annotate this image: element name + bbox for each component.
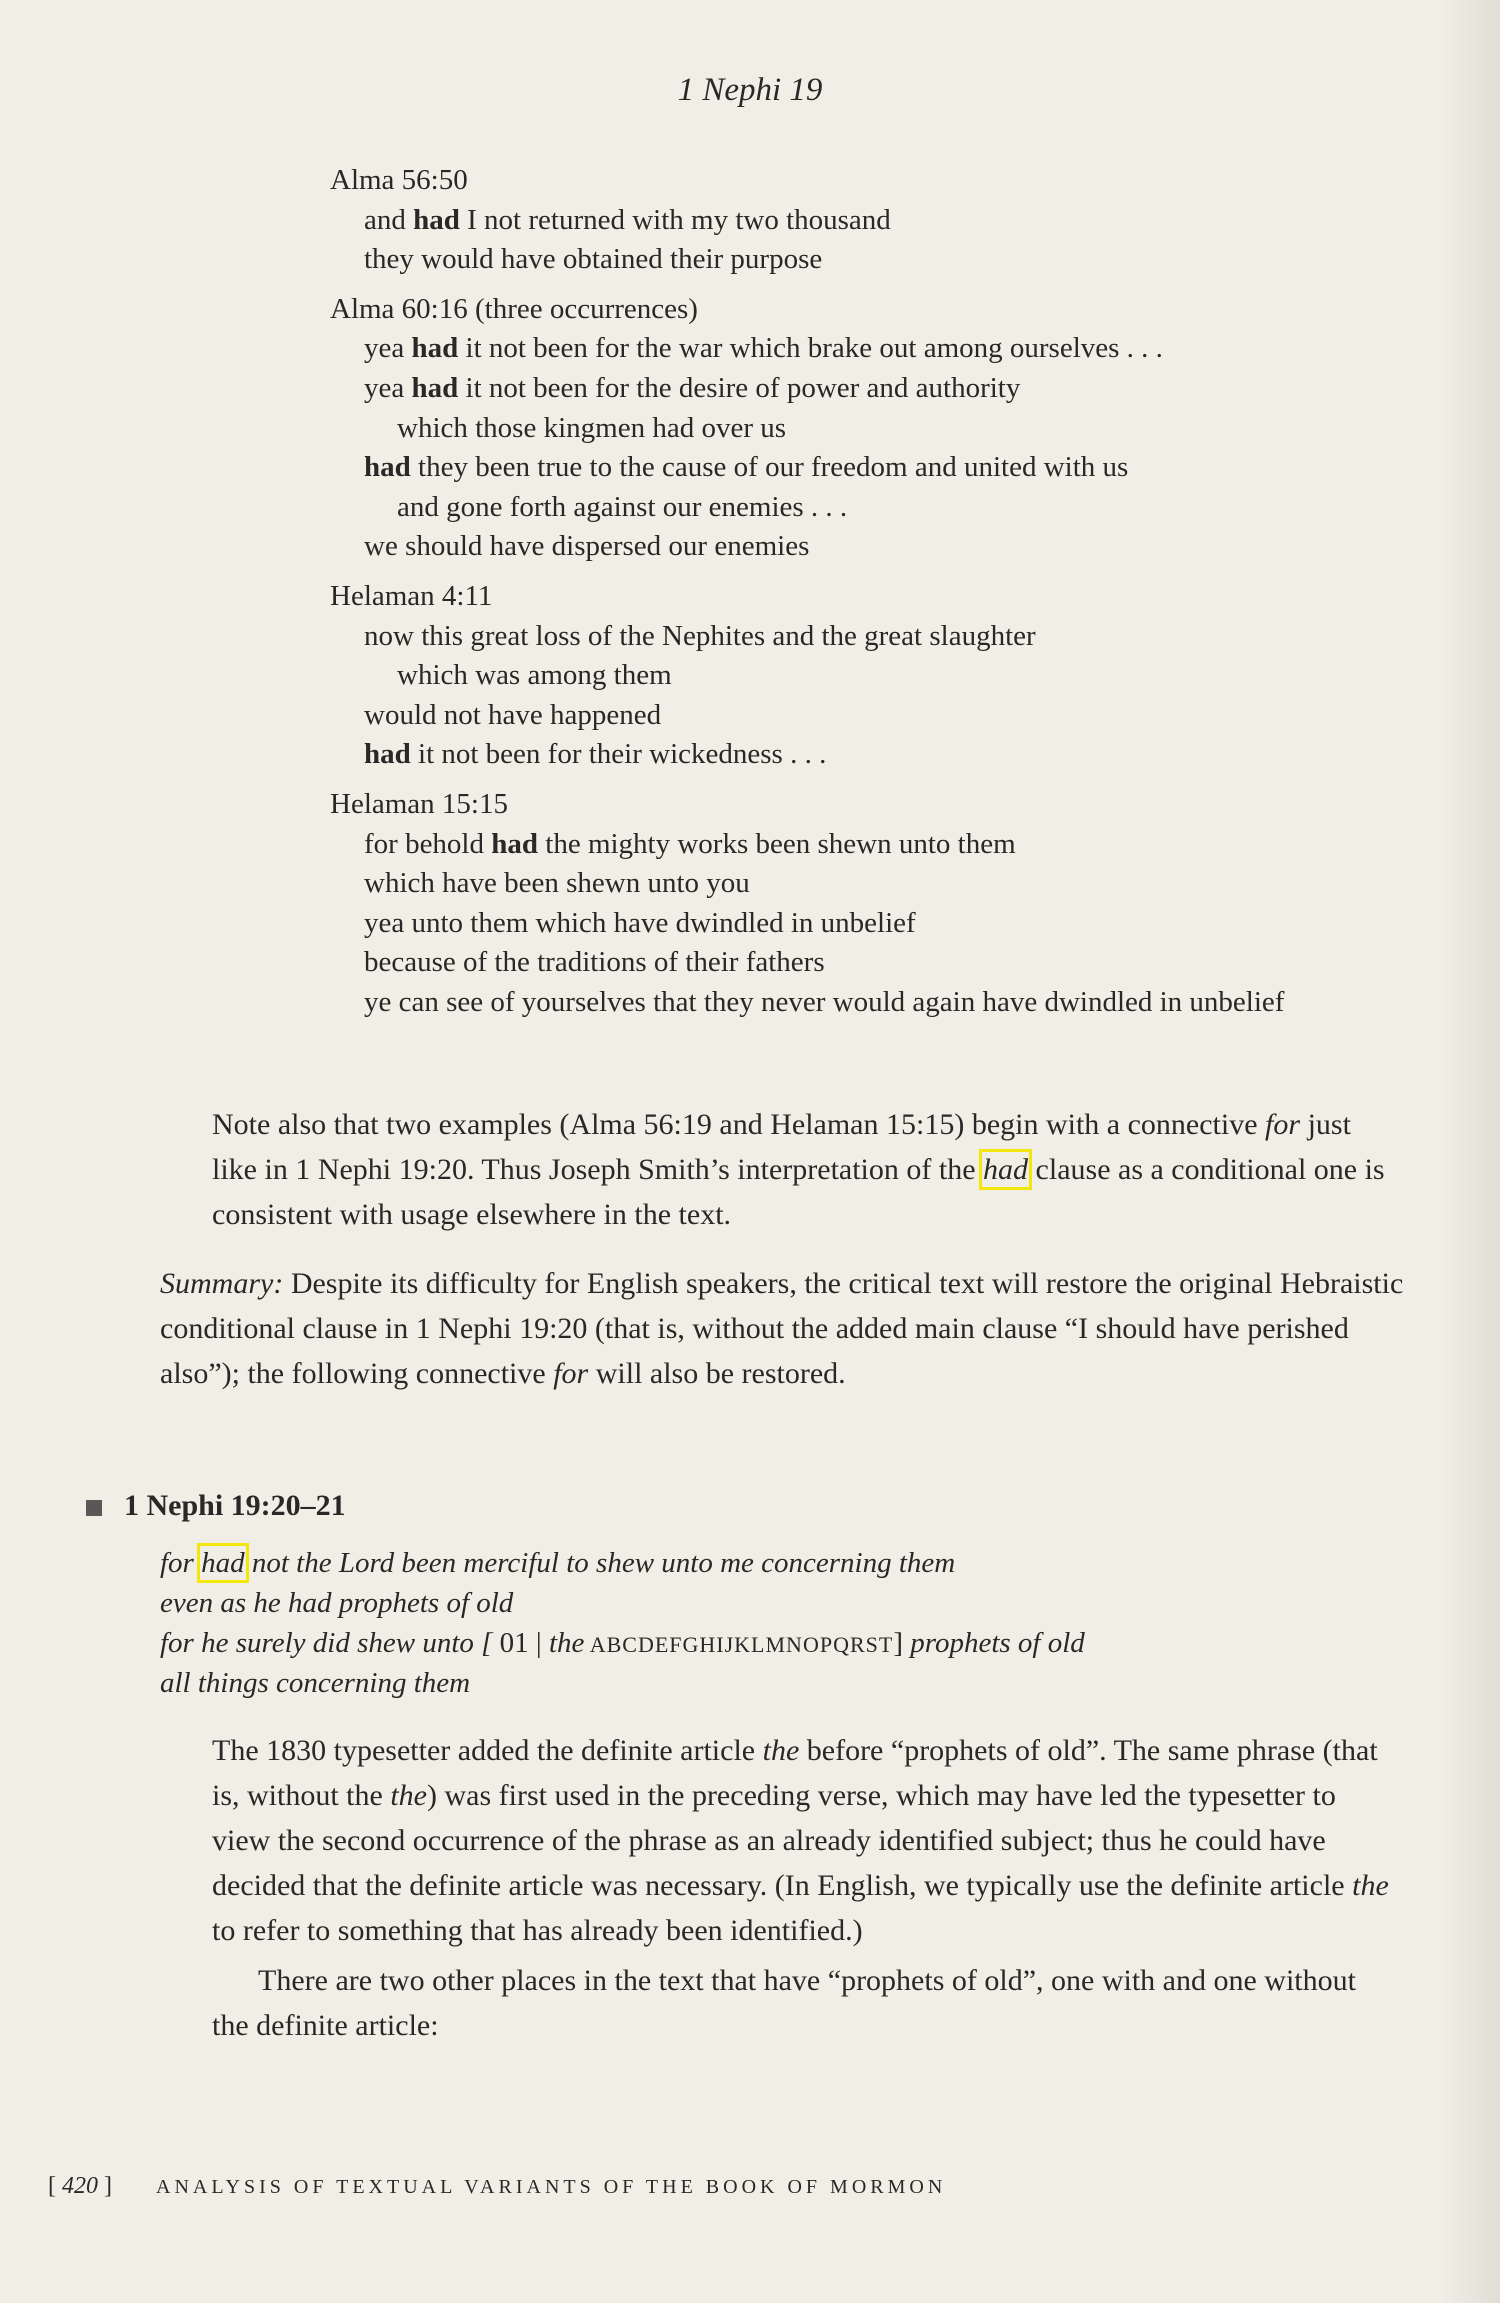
para-italic-the: the — [390, 1779, 427, 1812]
citation-line: which was among them — [397, 659, 672, 692]
summary-line-3 — [160, 1354, 846, 1394]
note-line-2 — [212, 1150, 1385, 1190]
citation-line: would not have happened — [364, 698, 662, 731]
citation-line — [364, 824, 1016, 864]
scripture-reference: Alma 60:16 (three occurrences) — [330, 292, 698, 325]
citation-line: ye can see of yourselves that they never would again have dwindled in unbelief — [364, 986, 1285, 1018]
example-line-3 — [160, 1623, 1085, 1665]
summary-text: also”); the following connective — [160, 1357, 554, 1390]
note-text: clause as a conditional one is — [1028, 1153, 1385, 1186]
citation-text: yea — [364, 372, 412, 404]
summary-line-2: conditional clause in 1 Nephi 19:20 (that is, without the added main clause “I should have perished — [160, 1312, 1349, 1345]
variant-reading-the: the — [548, 1627, 585, 1659]
citation-text: for behold — [364, 827, 492, 860]
para-italic-the: the — [762, 1734, 800, 1767]
citation-text: they been true to the cause of our freedom and united with us — [410, 451, 1129, 484]
para-text: The 1830 typesetter added the definite article — [212, 1734, 763, 1767]
example-text: not the Lord been merciful to shew unto me concerning them — [244, 1547, 956, 1579]
section-bullet — [86, 1500, 102, 1516]
note-text: Note also that two examples (Alma 56:19 and Helaman 15:15) begin with a connective — [212, 1108, 1266, 1141]
citation-text: it not been for the desire of power and authority — [458, 372, 1021, 404]
para-text: decided that the definite article was necessary. (In English, we typically use the definite article — [212, 1869, 1353, 1902]
footer-bracket: [ — [48, 2173, 62, 2199]
example-text: prophets of old — [910, 1627, 1085, 1659]
citation-text: and — [364, 203, 414, 236]
summary-label: Summary: — [160, 1267, 284, 1300]
citation-line: we should have dispersed our enemies — [364, 530, 810, 563]
scripture-reference: Alma 56:50 — [330, 164, 468, 196]
note-line-3: consistent with usage elsewhere in the text. — [212, 1198, 732, 1231]
summary-line-1 — [160, 1264, 1403, 1304]
scripture-reference: Helaman 15:15 — [330, 788, 508, 820]
variant-separator: | — [528, 1627, 549, 1659]
para1-line-2 — [212, 1776, 1336, 1816]
page-gutter-shadow — [1440, 0, 1500, 2303]
para2-line-1: There are two other places in the text that have “prophets of old”, one with and one without — [258, 1964, 1356, 1997]
section-heading: 1 Nephi 19:20–21 — [124, 1489, 346, 1522]
note-text: like in 1 Nephi 19:20. Thus Joseph Smith’s interpretation of the — [212, 1153, 984, 1186]
page-footer — [48, 2173, 946, 2200]
bold-had: had — [413, 203, 460, 236]
citation-line: and gone forth against our enemies . . . — [397, 490, 848, 523]
bold-had: had — [411, 372, 459, 404]
example-line-2: even as he had prophets of old — [160, 1587, 514, 1619]
page-number: 420 — [62, 2173, 98, 2199]
para2-line-2: the definite article: — [212, 2009, 439, 2042]
example-line-4: all things concerning them — [160, 1667, 471, 1699]
highlighted-had: had — [983, 1153, 1029, 1186]
scripture-reference: Helaman 4:11 — [330, 580, 493, 612]
citation-line — [364, 734, 826, 774]
summary-italic-for: for — [553, 1357, 589, 1390]
citation-text: it not been for their wickedness . . . — [410, 738, 827, 771]
bold-had: had — [364, 738, 411, 771]
bold-had: had — [411, 332, 459, 365]
para1-line-5: to refer to something that has already been identified.) — [212, 1914, 863, 1947]
para-text: is, without the — [212, 1779, 391, 1812]
example-line-1 — [160, 1543, 955, 1583]
para1-line-4 — [212, 1866, 1389, 1906]
variant-close-bracket: ] — [893, 1627, 911, 1659]
variant-source-01: 01 — [499, 1627, 529, 1659]
citation-line: because of the traditions of their fathers — [364, 946, 825, 979]
citation-line: yea unto them which have dwindled in unbelief — [364, 906, 916, 939]
summary-text: Despite its difficulty for English speakers, the critical text will restore the original Hebraistic — [283, 1267, 1404, 1300]
para1-line-1 — [212, 1731, 1378, 1771]
note-italic-for: for — [1265, 1108, 1301, 1141]
example-text: for he surely did shew unto [ — [160, 1627, 500, 1659]
bold-had: had — [491, 827, 539, 860]
citation-text: yea — [364, 332, 412, 365]
note-text: just — [1300, 1108, 1351, 1141]
highlighted-had: had — [201, 1547, 245, 1579]
footer-bracket: ] — [98, 2173, 112, 2199]
citation-text: it not been for the war which brake out among ourselves . . . — [458, 332, 1163, 365]
citation-line — [364, 368, 1020, 408]
citation-line: which those kingmen had over us — [397, 411, 787, 444]
citation-text: the mighty works been shewn unto them — [538, 827, 1016, 860]
citation-line — [364, 447, 1128, 487]
variant-sources: ABCDEFGHIJKLMNOPQRST — [584, 1632, 894, 1657]
example-text: for — [160, 1547, 202, 1579]
running-head: 1 Nephi 19 — [677, 72, 823, 108]
citation-text: I not returned with my two thousand — [459, 203, 891, 236]
book-title: ANALYSIS OF TEXTUAL VARIANTS OF THE BOOK OF MORMON — [156, 2176, 947, 2198]
bold-had: had — [364, 451, 411, 484]
citation-line: which have been shewn unto you — [364, 867, 750, 900]
citation-line — [364, 328, 1163, 368]
para-italic-the: the — [1352, 1869, 1389, 1902]
para-text: ) was first used in the preceding verse, which may have led the typesetter to — [427, 1779, 1336, 1812]
citation-line — [364, 200, 891, 240]
citation-line: now this great loss of the Nephites and the great slaughter — [364, 619, 1036, 652]
para1-line-3: view the second occurrence of the phrase as an already identified subject; thus he could have — [212, 1824, 1326, 1857]
note-line-1 — [212, 1105, 1351, 1145]
para-text: before “prophets of old”. The same phrase (that — [799, 1734, 1378, 1767]
summary-text: will also be restored. — [588, 1357, 846, 1390]
citation-line: they would have obtained their purpose — [364, 243, 823, 276]
